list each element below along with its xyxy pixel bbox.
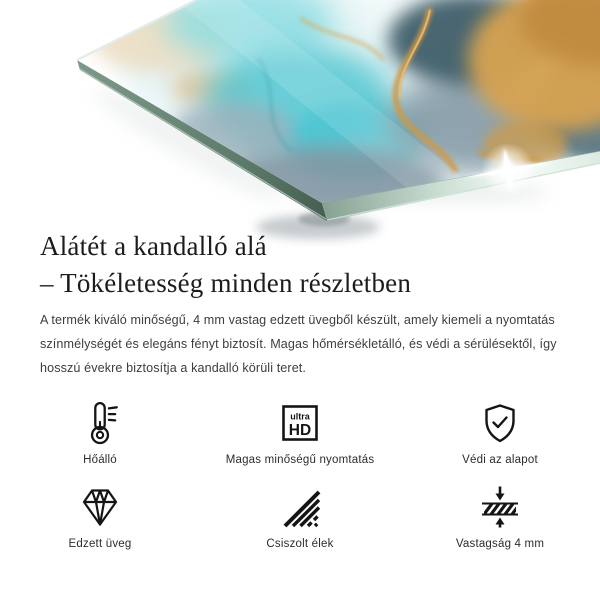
feature-label: Magas minőségű nyomtatás: [225, 454, 375, 466]
thermometer-icon: [77, 400, 123, 446]
feature-label: Hőálló: [83, 454, 117, 466]
product-hero-image: [0, 0, 600, 250]
glass-surface-art: [0, 0, 600, 250]
heading-line: – Tökéletesség minden részletben: [40, 268, 412, 298]
diamond-icon: [78, 485, 122, 529]
description-line: színmélységét és elegáns fényt biztosít. Magas hőmérsékletálló, és védi a sérülésektől, így: [40, 337, 557, 351]
feature-label: Vastagság 4 mm: [455, 538, 545, 550]
feature-heat-resistant: [0, 399, 200, 466]
page-title: [40, 228, 411, 302]
glass-panel: [0, 0, 600, 250]
features-grid: [0, 399, 600, 550]
svg-text:HD: HD: [288, 422, 312, 439]
feature-polished-edges: [200, 483, 400, 550]
shield-check-icon: [478, 401, 522, 445]
feature-label: Edzett üveg: [68, 538, 132, 550]
product-description: [40, 308, 557, 380]
feature-print-quality: [200, 399, 400, 466]
feature-protects-base: [400, 399, 600, 466]
heading-line: Alátét a kandalló alá: [40, 231, 267, 261]
ultra-hd-icon: [278, 401, 322, 445]
thickness-icon: [478, 485, 522, 529]
svg-text:ultra: ultra: [290, 411, 310, 422]
feature-thickness: [400, 483, 600, 550]
polished-edges-icon: [278, 485, 322, 529]
description-line: A termék kiváló minőségű, 4 mm vastag edzett üvegből készült, amely kiemeli a nyomtatás: [40, 313, 555, 327]
feature-label: Védi az alapot: [462, 454, 538, 466]
description-line: hosszú évekre biztosítja a kandalló körüli teret.: [40, 361, 307, 375]
feature-tempered-glass: [0, 483, 200, 550]
feature-label: Csiszolt élek: [266, 538, 334, 550]
